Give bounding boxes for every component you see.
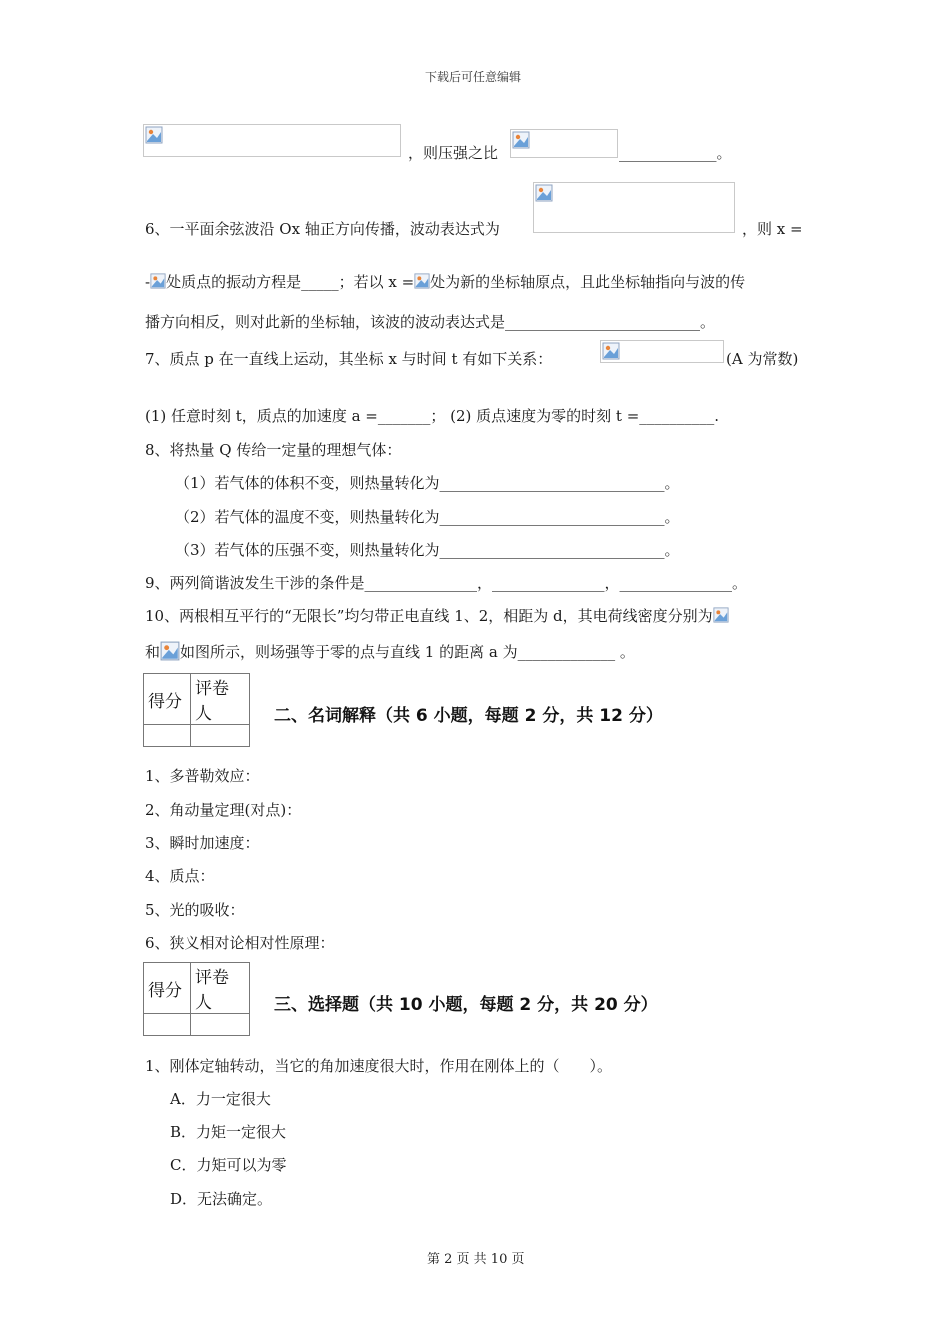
grader-header: 评卷人 — [191, 674, 250, 725]
formula-image — [510, 129, 618, 158]
question-8-item: （1）若气体的体积不变，则热量转化为______________________________。 — [175, 474, 680, 492]
list-item: 2、角动量定理(对点)： — [145, 801, 302, 819]
question-6-text: 6、一平面余弦波沿 Ox 轴正方向传播，波动表达式为 — [145, 220, 500, 238]
list-item: 1、多普勒效应： — [145, 767, 260, 785]
question-7-text: (1) 任意时刻 t，质点的加速度 a =_______； (2) 质点速度为零的时刻 t =__________. — [145, 407, 720, 425]
question-6-text: ，则 x = — [742, 220, 803, 238]
question-10-text — [145, 641, 635, 662]
list-item: 6、狭义相对论相对性原理： — [145, 934, 335, 952]
question-8-item: （2）若气体的温度不变，则热量转化为______________________________。 — [175, 508, 680, 526]
formula-image — [533, 182, 735, 233]
section-3-title: 三、选择题（共 10 小题，每题 2 分，共 20 分） — [274, 995, 658, 1015]
score-table — [143, 962, 250, 1036]
text-span: 和 — [145, 643, 161, 661]
question-9-text: 9、两列简谐波发生干涉的条件是_______________，_______________，_______________。 — [145, 574, 748, 592]
score-header: 得分 — [144, 674, 191, 725]
question-8-item: （3）若气体的压强不变，则热量转化为______________________________。 — [175, 541, 680, 559]
option-a[interactable]: A．力一定很大 — [170, 1090, 271, 1108]
text-span: - — [145, 273, 151, 291]
question-7-text: 7、质点 p 在一直线上运动，其坐标 x 与时间 t 有如下关系： — [145, 350, 553, 368]
broken-image-icon — [512, 131, 530, 149]
text-line: ，则压强之比 — [408, 144, 499, 162]
broken-image-icon — [150, 273, 166, 289]
broken-image-icon — [602, 342, 620, 360]
section-2-title: 二、名词解释（共 6 小题，每题 2 分，共 12 分） — [274, 706, 663, 726]
score-cell[interactable] — [144, 1014, 191, 1036]
page-header: 下载后可任意编辑 — [425, 70, 522, 84]
option-d[interactable]: D．无法确定。 — [170, 1190, 273, 1208]
list-item: 5、光的吸收： — [145, 901, 245, 919]
broken-image-icon — [535, 184, 553, 202]
question-10-text — [145, 605, 729, 626]
grader-cell[interactable] — [191, 1014, 250, 1036]
list-item: 4、质点： — [145, 867, 215, 885]
question-6-text: 播方向相反，则对此新的坐标轴，该波的波动表达式是__________________________。 — [145, 313, 716, 331]
broken-image-icon — [145, 126, 163, 144]
grader-header: 评卷人 — [191, 963, 250, 1014]
text-span: 处质点的振动方程是_____；若以 x = — [166, 273, 415, 291]
answer-blank: _____________。 — [619, 144, 732, 162]
broken-image-icon — [414, 273, 430, 289]
grader-cell[interactable] — [191, 725, 250, 747]
option-b[interactable]: B．力矩一定很大 — [170, 1123, 287, 1141]
list-item: 3、瞬时加速度： — [145, 834, 260, 852]
broken-image-icon — [713, 607, 729, 623]
formula-image — [143, 124, 401, 157]
text-span: 处为新的坐标轴原点，且此坐标轴指向与波的传 — [430, 273, 746, 291]
option-c[interactable]: C．力矩可以为零 — [170, 1156, 287, 1174]
score-header: 得分 — [144, 963, 191, 1014]
text-span: 10、两根相互平行的“无限长”均匀带正电直线 1、2，相距为 d，其电荷线密度分别为 — [145, 607, 713, 625]
question-7-text: (A 为常数) — [726, 350, 799, 368]
score-table — [143, 673, 250, 747]
formula-image — [600, 340, 724, 363]
broken-image-icon — [160, 641, 180, 661]
question-6-text — [145, 271, 745, 292]
page-footer: 第 2 页 共 10 页 — [427, 1252, 525, 1267]
question-8-text: 8、将热量 Q 传给一定量的理想气体： — [145, 441, 402, 459]
text-span: 如图所示，则场强等于零的点与直线 1 的距离 a 为_____________ 。 — [180, 643, 635, 661]
score-cell[interactable] — [144, 725, 191, 747]
question-1-text: 1、刚体定轴转动，当它的角加速度很大时，作用在刚体上的（ ）。 — [145, 1057, 613, 1075]
